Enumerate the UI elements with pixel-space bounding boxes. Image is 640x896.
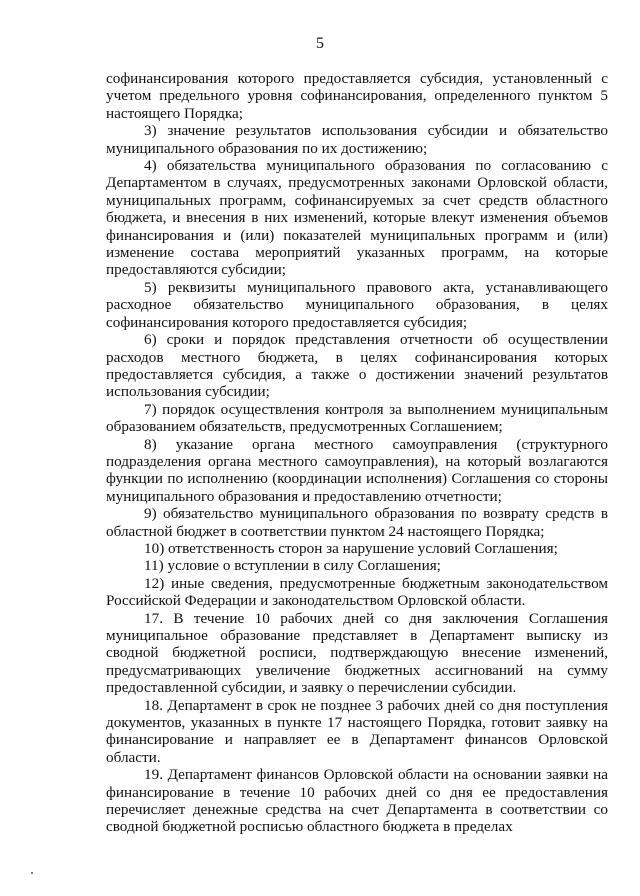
page-number: 5 [316,35,324,52]
paragraph-item-9: 9) обязательство муниципального образования по возврату средств в областной бюджет в соответствии пунктом 24 настоящего Порядка; [106,505,608,540]
paragraph-item-8: 8) указание органа местного самоуправления (структурного подразделения органа местного самоуправления), на который возлагаются функции по исполнению (координации исполнения) Соглашения со стороны муниципального образования и предоставлению отчетности; [106,435,608,505]
scan-speck [31,872,33,874]
paragraph-item-11: 11) условие о вступлении в силу Соглашения; [144,557,441,575]
paragraph-item-5: 5) реквизиты муниципального правового акта, устанавливающего расходное обязательство муниципального образования, в целях софинансирования которого предоставляется субсидия; [106,278,608,331]
paragraph-item-4: 4) обязательства муниципального образования по согласованию с Департаментом в случаях, предусмотренных законами Орловской области, муниципальных программ, софинансируемых за счет средств областного бюджета, и внесения в них изменений, которые влекут изменения объемов финансирования и (или) показателей муниципальных программ и (или) изменение состава мероприятий указанных программ, на которые предоставляются субсидии; [106,157,608,279]
paragraph-item-3: 3) значение результатов использования субсидии и обязательство муниципального образования по их достижению; [106,122,608,157]
paragraph-clause-18: 18. Департамент в срок не позднее 3 рабочих дней со дня поступления документов, указанных в пункте 17 настоящего Порядка, готовит заявку на финансирование и направляет ее в Департамент финансов Орловской области. [106,696,608,766]
paragraph-item-7: 7) порядок осуществления контроля за выполнением муниципальным образованием обязательств, предусмотренных Соглашением; [106,400,608,436]
paragraph-item-10: 10) ответственность сторон за нарушение условий Соглашения; [144,539,558,557]
paragraph-continuation: софинансирования которого предоставляется субсидия, установленный с учетом предельного уровня софинансирования, определенного пунктом 5 настоящего Порядка; [106,70,608,122]
paragraph-item-12: 12) иные сведения, предусмотренные бюджетным законодательством Российской Федерации и законодательством Орловской области. [106,574,608,610]
paragraph-clause-19: 19. Департамент финансов Орловской области на основании заявки на финансирование в течение 10 рабочих дней со дня ее предоставления перечисляет денежные средства на счет Департамента в соответствии со сводной бюджетной росписью областного бюджета в пределах [106,766,608,836]
document-body [106,70,608,836]
paragraph-clause-17: 17. В течение 10 рабочих дней со дня заключения Соглашения муниципальное образование представляет в Департамент выписку из сводной бюджетной росписи, подтверждающую внесение изменений, предусматривающих увеличение бюджетных ассигнований на сумму предоставленной субсидии, и заявку о перечислении субсидии. [106,609,608,697]
paragraph-item-6: 6) сроки и порядок представления отчетности об осуществлении расходов местного бюджета, в целях софинансирования которых предоставляется субсидия, а также о достижении значений результатов использования субсидии; [106,331,608,401]
